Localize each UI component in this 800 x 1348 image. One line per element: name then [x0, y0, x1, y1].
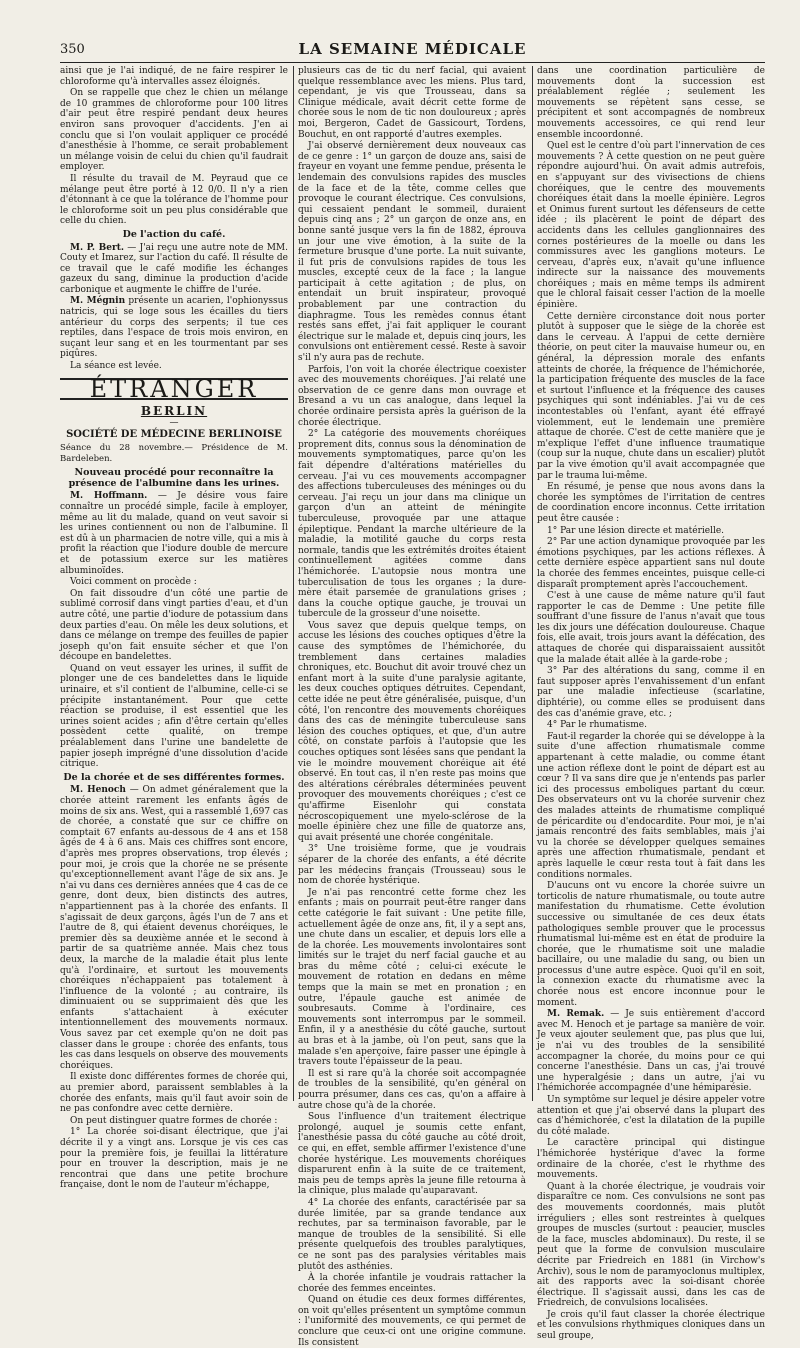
paragraph: 3° Par des altérations du sang, comme il en faut supposer après l'envahissement d'un enfant par une maladie infectieuse (scarlatine, diphtérie), ou comme elles se produisent dans des cas d'anémie grave, etc. ;	[537, 666, 765, 719]
paragraph: Cette dernière circonstance doit nous porter plutôt à supposer que le siège de la chorée est dans le cerveau. À l'appui de cette dernière théorie, on peut citer la mauvaise humeur ou, en général, la dépression morale des enfants atteints de chorée, la fréquence de l'hémichorée, la participation fréquente des muscles de la face et surtout l'influence et la fréquence des causes psychiques qui sont indéniables. J'ai vu de ces incontestables où l'enfant, ayant été effrayé violemment, eut le lendemain une première attaque de chorée. C'est de cette manière que je m'explique l'effet d'une influence traumatique (coup sur la nuque, chute dans un escalier) plutôt par la vive émotion qu'il avait accompagnée que par le trauma lui-même.	[537, 311, 765, 481]
subheading-choree: De la chorée et de ses différentes formes.	[63, 771, 285, 783]
paragraph: Quant à la chorée électrique, je voudrais voir disparaître ce nom. Ces convulsions ne sont pas des mouvements coordonnés, mais plutôt irréguliers ; elles sont restreintes à quelques groupes de muscles (surtout : peaucier, muscles de la face, muscles abdominaux). Du reste, il se peut que la forme de convulsion musculaire décrite par Friedreich en 1881 (in Virchow's Archiv), sous le nom de paramyoclonus multiplex, ait des rapports avec la soi-disant chorée électrique. Il s'agissait aussi, dans les cas de Friedreich, de convulsions localisées.	[537, 1181, 765, 1309]
paragraph: Parfois, l'on voit la chorée électrique coexister avec des mouvements choréiques. J'ai relaté une observation de ce genre dans mon ouvrage et Bresand a vu un cas analogue, dans lequel la chorée ordinaire persista après la guérison de la chorée électrique.	[298, 364, 526, 428]
paragraph: 1° Par une lésion directe et matérielle.	[547, 525, 725, 536]
column-3	[537, 66, 765, 1342]
society-heading: SOCIÉTÉ DE MÉDECINE BERLINOISE	[66, 429, 282, 441]
paragraph: On se rappelle que chez le chien un mélange de 10 grammes de chloroforme pour 100 litres d'air peut être respiré pendant deux heures environ sans provoquer d'accidents. J'en ai conclu que si l'on voulait appliquer ce procédé d'anesthésie à l'homme, ce serait probablement un mélange voisin de celui du chien qu'il faudrait employer.	[60, 88, 288, 173]
paragraph: 1° La chorée soi-disant électrique, que j'ai décrite il y a vingt ans. Lorsque je vis ces cas pour la première fois, je feuillai la littérature pour en trouver la description, mais je ne rencontrai que dans une petite brochure française, dont le nom de l'auteur m'échappe,	[60, 1127, 288, 1191]
speaker-text: — Je désire vous faire connaître un procédé simple, facile à employer, même au lit du malade, quand on veut savoir si les urines contiennent ou non de l'albumine. Il est dû à un pharmacien de notre ville, qui a mis à profit la réaction que l'iodure double de mercure et de potassium exerce sur les matières albuminoïdes.	[60, 491, 288, 576]
speaker-text: — J'ai reçu une autre note de MM. Couty et Imarez, sur l'action du café. Il résulte de ce travail que le café modifie les échanges gazeux du sang, diminue la production d'acide carbonique et augmente le chiffre de l'urée.	[60, 242, 288, 295]
subheading-albumine: Nouveau procédé pour reconnaître la présence de l'albumine dans les urines.	[68, 467, 280, 489]
column-1	[60, 66, 289, 1191]
page-number: 350	[60, 42, 85, 57]
paragraph-megnin	[60, 296, 288, 360]
speaker-name: M. Mégnin	[70, 296, 126, 307]
paragraph: Vous savez que depuis quelque temps, on accuse les lésions des couches optiques d'être la cause des symptômes de l'hémichorée, du tremblement dans certaines maladies chroniques, etc. Bouchut dit avoir trouvé chez un enfant mort à la suite d'une paralysie agitante, les deux couches optiques détruites. Cependant, cette idée ne peut être généralisée, puisque, d'un côté, l'on rencontre des mouvements choréiques dans des cas de méningite tuberculeuse sans lésion des couches optiques, et que, d'un autre côté, on constate parfois à l'autopsie que les couches optiques sont lésées sans que pendant la vie le moindre mouvement choréique ait été observé. En tout cas, il n'en reste pas moins que des altérations cérébrales déterminées peuvent provoquer des mouvements choréiques ; c'est ce qu'affirme Eisenlohr qui constata nécroscopiquement une myelo-sclérose de la moelle épinière chez une fille de quatorze ans, qui avait présenté une chorée congénitale.	[298, 620, 526, 843]
paragraph: D'aucuns ont vu encore la chorée suivre un torticolis de nature rhumatismale, ou toute autre manifestation du rhumatisme. Cette évolution successive ou simultanée de ces deux états pathologiques semble prouver que le processus rhumatismal lui-même est en état de produire la chorée, que le rhumatisme soit une maladie bacillaire, ou une maladie du sang, ou bien un processus d'une autre espèce. Quoi qu'il en soit, la connexion exacte du rhumatisme avec la chorée nous est encore inconnue pour le moment.	[537, 881, 765, 1008]
paragraph-hoffmann	[60, 491, 288, 576]
paragraph-remak	[537, 1009, 765, 1094]
column-divider	[293, 66, 294, 1101]
paragraph: Il résulte du travail de M. Peyraud que ce mélange peut être porté à 12 0/0. Il n'y a rien d'étonnant à ce que la tolérance de l'homme pour le chloroforme soit un peu plus considérable que celle du chien.	[60, 173, 288, 227]
city-heading: BERLIN	[140, 404, 208, 419]
column-divider	[532, 66, 533, 1101]
column-2	[298, 66, 526, 1348]
speaker-text: présente un acarien, l'ophionyssus natricis, qui se loge sous les écailles du tiers antérieur du corps des serpents; il tue ces reptiles, dans l'espace de trois mois environ, en suçant leur sang et en les tourmentant par ses piqûres.	[60, 296, 289, 360]
subheading-cafe: De l'action du café.	[122, 228, 226, 240]
paragraph: ainsi que je l'ai indiqué, de ne faire respirer le chloroforme qu'à intervalles assez éloignés.	[60, 66, 288, 87]
paragraph: Quand on étudie ces deux formes différentes, on voit qu'elles présentent un symptôme commun : l'uniformité des mouvements, ce qui permet de conclure que ceux-ci ont une origine commune. Ils consistent	[298, 1295, 526, 1348]
seance-line: Séance du 28 novembre.— Présidence de M. Bardeleben.	[60, 443, 288, 464]
paragraph: dans une coordination particulière de mouvements dont la succession est préalablement réglée ; seulement les mouvements se répètent sans cesse, se précipitent et sont accompagnés de nombreux mouvements accessoires, ce qui rend leur ensemble incoordonné.	[537, 66, 765, 140]
speaker-name: M. P. Bert.	[70, 242, 124, 253]
speaker-text: — Je suis entièrement d'accord avec M. Henoch et je partage sa manière de voir. Je veux ajouter seulement que, pas plus que lui, je n'ai vu des troubles de la sensibilité accompagner la chorée, du moins pour ce qui concerne l'anesthésie. Dans un cas, j'ai trouvé une hyperalgésie ; dans un autre, j'ai vu l'hémichorée accompagnée d'une hémiparésie.	[537, 1009, 765, 1094]
paragraph: 4° La chorée des enfants, caractérisée par sa durée limitée, par sa grande tendance aux rechutes, par sa terminaison favorable, par le manque de troubles de la sensibilité. Si elle présente quelquefois des troubles paralytiques, ce ne sont pas des paralysies véritables mais plutôt des asthénies.	[298, 1197, 526, 1272]
paragraph: On peut distinguer quatre formes de chorée :	[70, 1115, 278, 1126]
paragraph: Sous l'influence d'un traitement électrique prolongé, auquel je soumis cette enfant, l'anesthésie passa du côté gauche au côté droit, ce qui, en effet, semble affirmer l'existence d'une chorée hystérique. Les mouvements choréiques disparurent enfin à la suite de ce traitement, mais peu de temps après la jeune fille retourna à la clinique, plus malade qu'auparavant.	[298, 1112, 526, 1197]
paragraph: Il existe donc différentes formes de chorée qui, au premier abord, paraissent semblables à la chorée des enfants, mais qu'il faut avoir soin de ne pas confondre avec cette dernière.	[60, 1072, 288, 1115]
paragraph: En résumé, je pense que nous avons dans la chorée les symptômes de l'irritation de centres de coordination encore inconnus. Cette irritation peut être causée :	[537, 482, 765, 524]
text-columns	[60, 66, 765, 1348]
speaker-name: M. Remak.	[547, 1009, 605, 1020]
paragraph: 3° Une troisième forme, que je voudrais séparer de la chorée des enfants, a été décrite par les médecins français (Trousseau) sous le nom de chorée hystérique.	[298, 844, 526, 887]
paragraph: À la chorée infantile je voudrais rattacher la chorée des femmes enceintes.	[298, 1273, 526, 1294]
paragraph: 4° Par le rhumatisme.	[547, 720, 647, 731]
journal-title: LA SEMAINE MÉDICALE	[298, 40, 527, 58]
paragraph: plusieurs cas de tic du nerf facial, qui avaient quelque ressemblance avec les miens. Plus tard, cependant, je vis que Trousseau, dans sa Clinique médicale, avait décrit cette forme de chorée sous le nom de tic non douloureux ; après moi, Bergeron, Cadet de Gassicourt, Tordens, Bouchut, en ont rapporté d'autres exemples.	[298, 66, 526, 140]
speaker-name: M. Henoch	[70, 785, 126, 796]
paragraph: On fait dissoudre d'un côté une partie de sublimé corrosif dans vingt parties d'eau, et d'un autre côté, une partie d'iodure de potassium dans deux parties d'eau. On mêle les deux solutions, et dans ce mélange on trempe des feuilles de papier joseph qu'on fait ensuite sécher et que l'on découpe en bandelettes.	[60, 588, 288, 663]
speaker-text: — On admet généralement que la chorée atteint rarement les enfants âgés de moins de six ans. West, qui a rassemblé 1,697 cas de chorée, a constaté que sur ce chiffre on comptait 67 enfants au-dessous de 4 ans et 158 âgés de 4 à 6 ans. Mais ces chiffres sont encore, d'après mes propres observations, trop élevés ; pour moi, je crois que la chorée ne se présente qu'exceptionnellement avant l'âge de six ans. Je n'ai vu dans ces dernières années que 4 cas de ce genre, dont deux, bien distincts des autres, n'appartiennent pas à la chorée des enfants. Il s'agissait de deux garçons, âgés l'un de 7 ans et l'autre de 8, qui étaient devenus choréiques, le premier dès sa deuxième année et le second à partir de sa quatrième année. Mais chez tous deux, la marche de la maladie était plus lente qu'à l'ordinaire, et surtout les mouvements choréiques n'échappaient pas totalement à l'influence de la volonté ; au contraire, ils diminuaient ou se supprimaient dès que les enfants s'attachaient à exécuter intentionnellement des mouvements normaux. Vous savez par cet exemple qu'on ne doit pas classer dans le groupe : chorée des enfants, tous les cas dans lesquels on observe des mouvements choréiques.	[60, 785, 288, 1071]
paragraph: Il est si rare qu'à la chorée soit accompagnée de troubles de la sensibilité, qu'en général on pourra présumer, dans ces cas, qu'on a affaire à autre chose qu'à de la chorée.	[298, 1068, 526, 1111]
paragraph: C'est à une cause de même nature qu'il faut rapporter le cas de Demme : Une petite fille souffrant d'une fissure de l'anus n'avait que tous les dix jours une défécation douloureuse. Chaque fois, elle avait, trois jours avant la défécation, des attaques de chorée qui disparaissaient aussitôt que la malade était allée à la garde-robe ;	[537, 591, 765, 665]
paragraph: Le caractère principal qui distingue l'hémichorée hystérique d'avec la forme ordinaire de la chorée, c'est le rhythme des mouvements.	[537, 1138, 765, 1181]
paragraph: 2° La catégorie des mouvements choréiques proprement dits, connus sous la dénomination de mouvements symptomatiques, parce qu'on les fait dépendre d'altérations matérielles du cerveau. J'ai vu ces mouvements accompagner des affections tuberculeuses des méninges ou du cerveau. J'ai reçu un jour dans ma clinique un garçon d'un an atteint de méningite tuberculeuse, provoquée par une attaque épileptique. Pendant la marche ultérieure de la maladie, la motilité gauche du corps resta normale, tandis que les extrémités droites étaient continuellement agitées comme dans l'hémichorée. L'autopsie nous montra une tuberculisation de tous les organes ; la dure-mère était parsemée de granulations grises ; dans la couche optique gauche, je trouvai un tubercule de la grosseur d'une noisette.	[298, 429, 526, 620]
paragraph: Quel est le centre d'où part l'innervation de ces mouvements ? À cette question on ne peut guère répondre aujourd'hui. On avait admis autrefois, en s'appuyant sur des vivisections de chiens choréiques, que le centre des mouvements choréiques était dans la moelle épinière. Legros et Onimus furent surtout les défenseurs de cette idée ; ils placèrent le point de départ des accidents dans les cellules ganglionnaires des cornes postérieures de la moelle ou dans les commissures avec les ganglions moteurs. Le cerveau, d'après eux, n'avait qu'une influence indirecte sur la naissance des mouvements choréiques ; mais en même temps ils admirent que le chloral faisait cesser l'action de la moelle épinière.	[537, 141, 765, 311]
paragraph: La séance est levée.	[70, 361, 162, 372]
paragraph: Un symptôme sur lequel je désire appeler votre attention et que j'ai observé dans la plupart des cas d'hémichorée, c'est la dilatation de la pupille du côté malade.	[537, 1095, 765, 1137]
running-header	[60, 40, 765, 63]
separator-dash: —	[169, 417, 179, 428]
paragraph: Quand on veut essayer les urines, il suffit de plonger une de ces bandelettes dans le liquide urinaire, et s'il contient de l'albumine, celle-ci se précipite instantanément. Pour que cette réaction se produise, il est essentiel que les urines soient acides ; afin d'être certain qu'elles possèdent cette qualité, on trempe préalablement dans l'urine une bandelette de papier joseph imprégné d'une dissolution d'acide citrique.	[60, 663, 288, 770]
paragraph: Faut-il regarder la chorée qui se développe à la suite d'une affection rhumatismale comme appartenant à cette maladie, ou comme étant une action réflexe dont le point de départ est au cœur ? Il va sans dire que je n'entends pas parler ici des processus emboliques partant du cœur. Des observateurs ont vu la chorée survenir chez des malades atteints de rhumatisme compliqué de péricardite ou d'endocardite. Pour moi, je n'ai jamais rencontré des faits semblables, mais j'ai vu la chorée se développer quelques semaines après une affection rhumatismale, pendant et après laquelle le cœur resta tout à fait dans les conditions normales.	[537, 731, 765, 880]
paragraph: Je crois qu'il faut classer la chorée électrique et les convulsions rhythmiques cloniques dans un seul groupe,	[537, 1309, 765, 1342]
paragraph: Je n'ai pas rencontré cette forme chez les enfants ; mais on pourrait peut-être ranger dans cette catégorie le fait suivant : Une petite fille, actuellement âgée de onze ans, fit, il y a sept ans, une chute dans un escalier, et depuis lors elle a de la chorée. Les mouvements involontaires sont limités sur le trajet du nerf facial gauche et au bras du même côté ; celui-ci exécute le mouvement de rotation en dedans en même temps que la main se met en pronation ; en outre, l'épaule gauche est animée de soubresauts. Comme à l'ordinaire, ces mouvements sont interrompus par le sommeil. Enfin, il y a anesthésie du côté gauche, surtout au bras et à la jambe, où l'on peut, sans que la malade s'en aperçoive, faire passer une épingle à travers toute l'épaisseur de la peau.	[298, 887, 526, 1068]
paragraph: 2° Par une action dynamique provoquée par les émotions psychiques, par les actions réflexes. À cette dernière espèce appartient sans nul doute la chorée des femmes enceintes, puisque celle-ci disparaît promptement après l'accouchement.	[537, 537, 765, 590]
speaker-name: M. Hoffmann.	[70, 491, 148, 502]
section-heading: ÉTRANGER	[60, 378, 288, 401]
paragraph: J'ai observé dernièrement deux nouveaux cas de ce genre : 1° un garçon de douze ans, saisi de frayeur en voyant une femme pendue, présenta le lendemain des convulsions rapides des muscles de la face et de la tête, comme celles que provoque le courant électrique. Ces convulsions, qui cessaient pendant le sommeil, duraient depuis cinq ans ; 2° un garçon de onze ans, en bonne santé jusque vers la fin de 1882, éprouva un jour une vive émotion, à la suite de la fermeture brusque d'une porte. La nuit suivante, il fut pris de convulsions rapides de tous les muscles, excepté ceux de la face ; la langue participait à cette agitation ; de plus, on entendait un bruit inspirateur, provoqué probablement par une contraction du diaphragme. Tous les remèdes connus étant restés sans effet, j'ai fait appliquer le courant électrique sur le malade et, depuis cinq jours, les convulsions ont entièrement cessé. Reste à savoir s'il n'y aura pas de rechute.	[298, 141, 526, 364]
paragraph-bert	[60, 243, 288, 296]
paragraph-henoch	[60, 785, 288, 1071]
paragraph: Voici comment on procède :	[70, 577, 197, 588]
